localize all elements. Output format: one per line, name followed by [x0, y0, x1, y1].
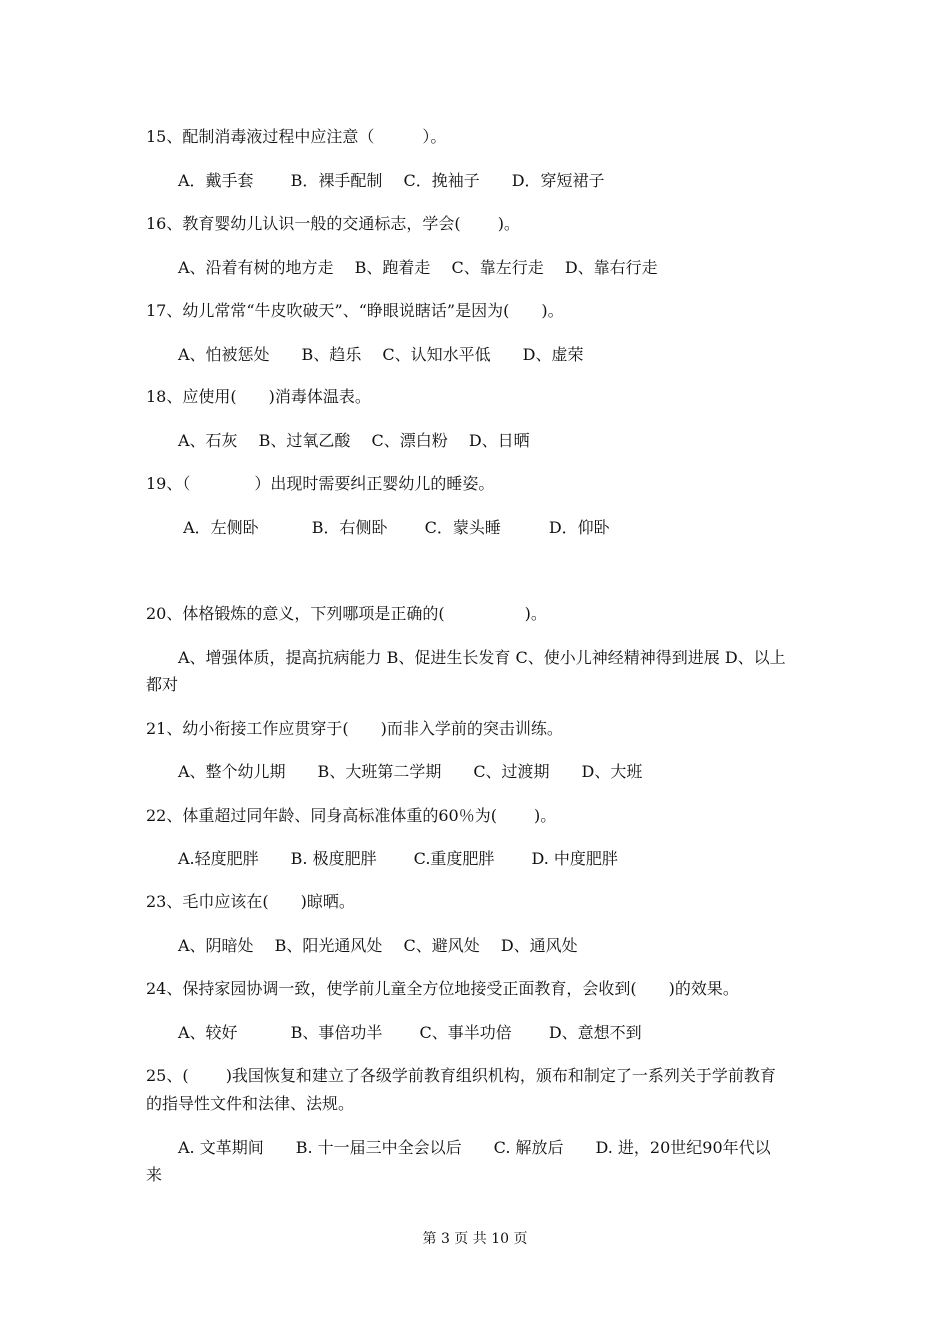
- question-22-options: A.轻度肥胖 B. 极度肥胖 C.重度肥胖 D. 中度肥胖: [178, 849, 618, 868]
- question-25-options-line2: 来: [146, 1165, 163, 1184]
- question-20-options-line2: 都对: [146, 675, 179, 694]
- question-15-stem: 15、配制消毒液过程中应注意（ ）。: [146, 127, 447, 146]
- question-17-stem: 17、幼儿常常“牛皮吹破天”、“睁眼说瞎话”是因为( )。: [146, 301, 564, 320]
- question-21-options: A、整个幼儿期 B、大班第二学期 C、过渡期 D、大班: [178, 762, 643, 781]
- question-20-stem: 20、体格锻炼的意义，下列哪项是正确的( )。: [146, 604, 547, 623]
- question-16-stem: 16、教育婴幼儿认识一般的交通标志，学会( )。: [146, 214, 520, 233]
- question-15-options: A．戴手套 B．裸手配制 C．挽袖子 D．穿短裙子: [178, 171, 605, 190]
- question-25-stem-line1: 25、( )我国恢复和建立了各级学前教育组织机构，颁布和制定了一系列关于学前教育: [146, 1066, 776, 1085]
- question-19-stem: 19、（ ）出现时需要纠正婴幼儿的睡姿。: [146, 474, 495, 493]
- question-23-stem: 23、毛巾应该在( )晾晒。: [146, 892, 355, 911]
- question-19-options: A．左侧卧 B．右侧卧 C．蒙头睡 D．仰卧: [178, 518, 610, 537]
- question-25-options-line1: A. 文革期间 B. 十一届三中全会以后 C. 解放后 D. 进，20世纪90年代以: [178, 1138, 771, 1157]
- question-24-options: A、较好 B、事倍功半 C、事半功倍 D、意想不到: [178, 1023, 642, 1042]
- question-22-stem: 22、体重超过同年龄、同身高标准体重的60％为( )。: [146, 806, 557, 825]
- question-23-options: A、阴暗处 B、阳光通风处 C、避风处 D、通风处: [178, 936, 578, 955]
- question-25-stem-line2: 的指导性文件和法律、法规。: [146, 1094, 355, 1113]
- question-16-options: A、沿着有树的地方走 B、跑着走 C、靠左行走 D、靠右行走: [178, 258, 658, 277]
- question-24-stem: 24、保持家园协调一致，使学前儿童全方位地接受正面教育，会收到( )的效果。: [146, 979, 739, 998]
- question-20-options-line1: A、增强体质，提高抗病能力 B、促进生长发育 C、使小儿神经精神得到进展 D、以上: [178, 648, 786, 667]
- question-21-stem: 21、幼小衔接工作应贯穿于( )而非入学前的突击训练。: [146, 719, 563, 738]
- question-17-options: A、怕被惩处 B、趋乐 C、认知水平低 D、虚荣: [178, 345, 584, 364]
- question-18-options: A、石灰 B、过氧乙酸 C、漂白粉 D、日晒: [178, 431, 530, 450]
- question-18-stem: 18、应使用( )消毒体温表。: [146, 387, 371, 406]
- page-footer: 第 3 页 共 10 页: [422, 1231, 528, 1247]
